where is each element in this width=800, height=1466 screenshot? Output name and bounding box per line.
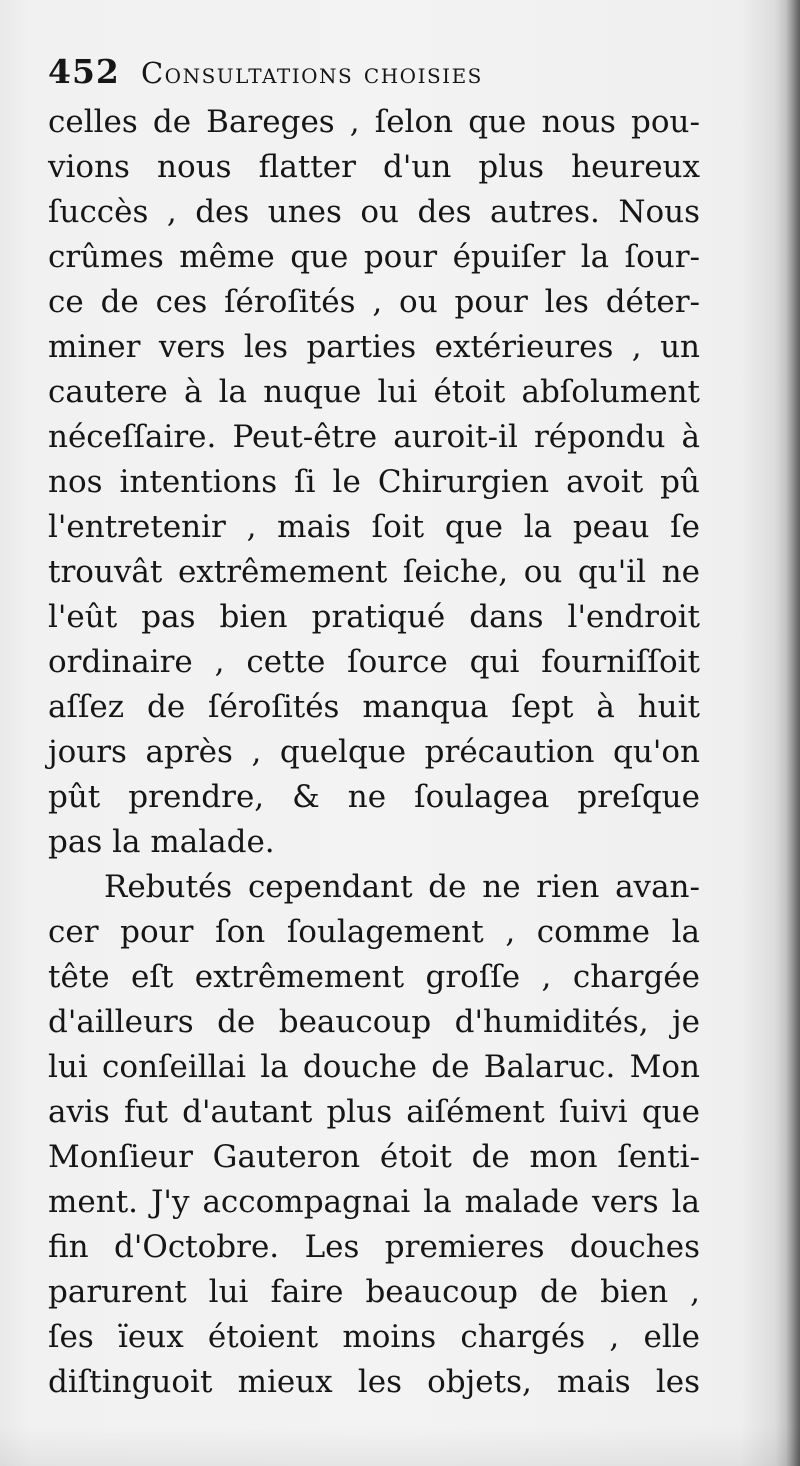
body-text <box>48 100 700 1405</box>
page-edge-shadow <box>786 0 800 1466</box>
text-line: avis fut d'autant plus aiſément ſuivi que <box>48 1094 700 1130</box>
text-line: vions nous flatter d'un plus heureux <box>48 149 700 185</box>
text-line: néceſſaire. Peut-être auroit-il répondu à <box>48 419 700 455</box>
text-line: diſtinguoit mieux les objets, mais les <box>48 1364 700 1400</box>
text-line: miner vers les parties extérieures , un <box>48 329 700 365</box>
text-line: aſſez de ſéroſités manqua ſept à huit <box>48 689 700 725</box>
page-number: 452 <box>48 52 120 91</box>
text-line: celles de Bareges , ſelon que nous pou- <box>48 104 700 140</box>
text-line: l'eût pas bien pratiqué dans l'endroit <box>48 599 700 635</box>
text-line: nos intentions ſi le Chirurgien avoit pû <box>48 464 700 500</box>
running-title: Consultations choisies <box>140 56 483 90</box>
text-line: crûmes même que pour épuiſer la ſour- <box>48 239 700 275</box>
text-line: pût prendre, & ne ſoulagea preſque <box>48 779 700 815</box>
text-line: ſuccès , des unes ou des autres. Nous <box>48 194 700 230</box>
text-line: ment. J'y accompagnai la malade vers la <box>48 1184 700 1220</box>
text-line: parurent lui faire beaucoup de bien , <box>48 1274 700 1310</box>
paragraph-2 <box>48 865 700 1405</box>
text-line: lui conſeillai la douche de Balaruc. Mon <box>48 1049 700 1085</box>
text-line: l'entretenir , mais ſoit que la peau ſe <box>48 509 700 545</box>
text-line: ce de ces ſéroſités , ou pour les déter- <box>48 284 700 320</box>
text-line: Rebutés cependant de ne rien avan- <box>104 869 700 905</box>
text-line: ſes ïeux étoient moins chargés , elle <box>48 1319 700 1355</box>
text-line: pas la malade. <box>48 824 275 860</box>
text-line: jours après , quelque précaution qu'on <box>48 734 700 770</box>
text-line: fin d'Octobre. Les premieres douches <box>48 1229 700 1265</box>
text-line: Monſieur Gauteron étoit de mon ſenti- <box>48 1139 700 1175</box>
running-head <box>48 52 748 96</box>
text-line: tête eſt extrêmement groſſe , chargée <box>48 959 700 995</box>
text-line: ordinaire , cette ſource qui fourniſſoit <box>48 644 700 680</box>
paragraph-1 <box>48 100 700 865</box>
text-line: trouvât extrêmement ſeiche, ou qu'il ne <box>48 554 700 590</box>
text-line: d'ailleurs de beaucoup d'humidités, je <box>48 1004 700 1040</box>
text-line: cautere à la nuque lui étoit abſolument <box>48 374 700 410</box>
page-bottom-shade <box>0 1426 800 1466</box>
text-line: cer pour ſon ſoulagement , comme la <box>48 914 700 950</box>
